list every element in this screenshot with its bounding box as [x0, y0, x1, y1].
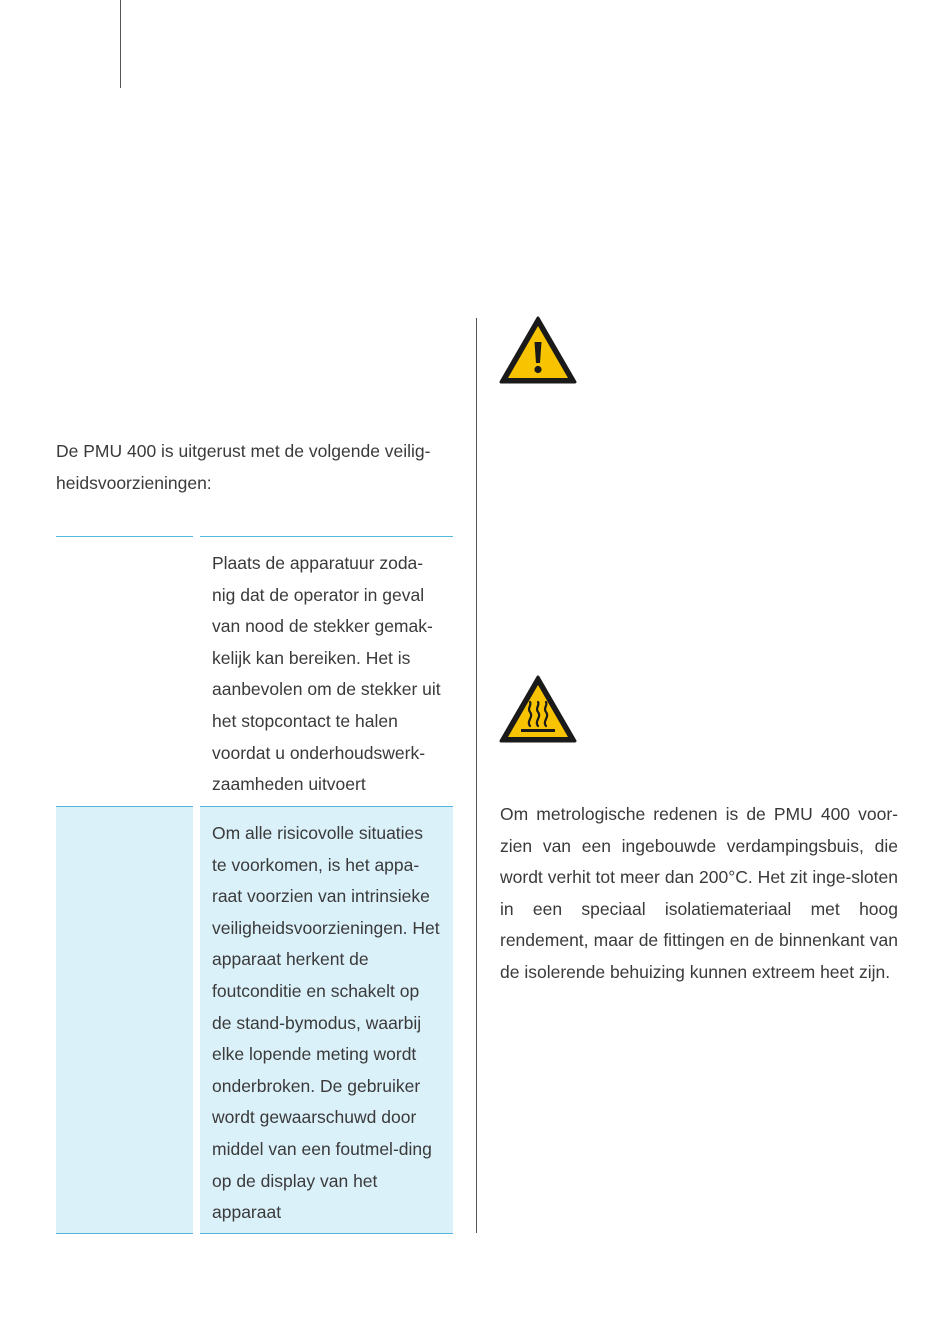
row-label-cell	[56, 806, 193, 1234]
hot-surface-paragraph: Om metrologische redenen is de PMU 400 voor-zien van een ingebouwde verdampingsbuis, die wordt verhit tot meer dan 200°C. Het zit inge-sloten in een speciaal isolatiemateriaal met hoog rendement, maar de fittingen en de binnenkant van de isolerende behuizing kunnen extreem heet zijn.	[500, 804, 898, 982]
intro-paragraph: De PMU 400 is uitgerust met de volgende veilig-heidsvoorzieningen:	[56, 441, 431, 493]
exclamation-warning-icon	[499, 315, 577, 385]
table-row	[56, 536, 453, 806]
row-description: Plaats de apparatuur zoda-nig dat de operator in geval van nood de stekker gemak-kelijk kan bereiken. Het is aanbevolen om de stekker uit het stopcontact te halen voordat u onderhoudswerk-zaamheden uitvoert	[200, 536, 453, 806]
row-description: Om alle risicovolle situaties te voorkomen, is het appa-raat voorzien van intrinsieke veiligheidsvoorzieningen. Het apparaat herkent de foutconditie en schakelt op de stand-bymodus, waarbij elke lopende meting wordt onderbroken. De gebruiker wordt gewaarschuwd door middel van een foutmel-ding op de display van het apparaat	[200, 806, 453, 1234]
row-label-cell	[56, 536, 193, 806]
table-row	[56, 806, 453, 1234]
column-divider	[476, 318, 477, 1233]
safety-features-table	[56, 536, 453, 1234]
hot-surface-warning-icon	[499, 674, 577, 744]
top-margin-rule	[120, 0, 121, 88]
